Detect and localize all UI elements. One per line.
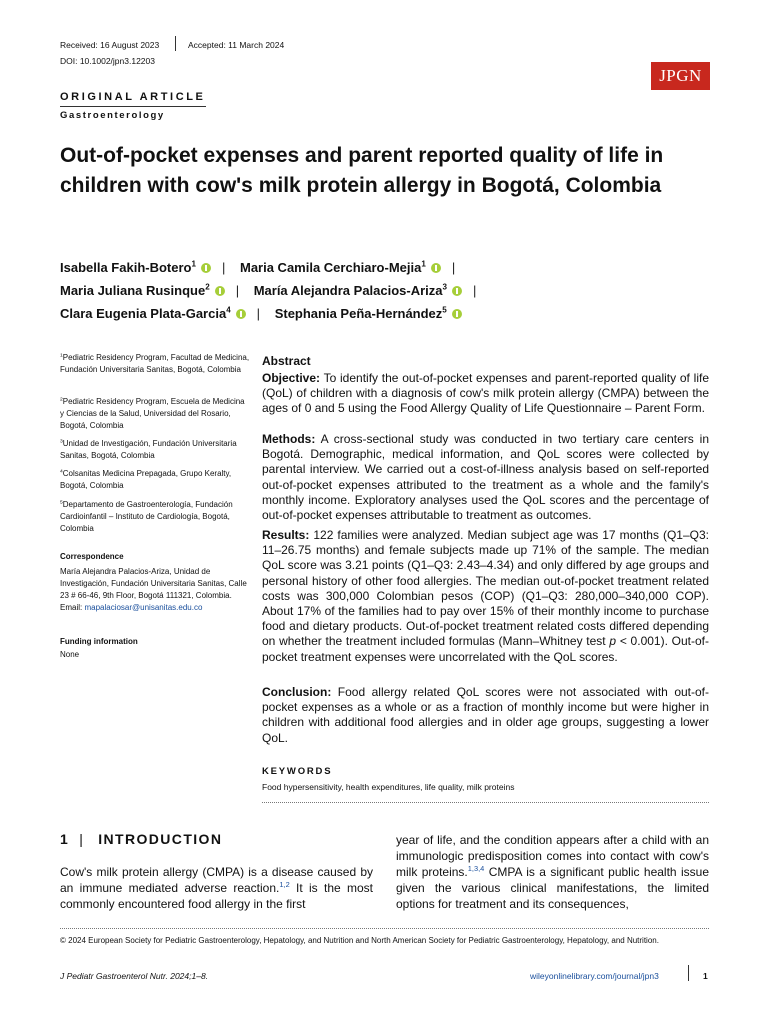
author-line-1: Isabella Fakih-Botero$^1$ | Maria Camila Cerchiaro-Mejia$^1$ | — [60, 259, 456, 275]
copyright-notice: © 2024 European Society for Pediatric Gastroenterology, Hepatology, and Nutrition and North American Society for Pediatric Gastroenterology, Hepatology, and Nutrition. — [60, 936, 659, 945]
footer-divider — [60, 928, 709, 929]
author-name[interactable]: Maria Camila Cerchiaro-Mejia$^1$ — [239, 259, 426, 275]
orcid-icon[interactable] — [452, 309, 462, 319]
abstract-methods: Methods: A cross-sectional study was conducted in two tertiary care centers in Bogotá. Demographic, medical information, and QoL scores were collected by parental interview. We carried out a cost-of-illness analysis based on self-reported out-of-pocket expenses attributed to the treatment as a whole and the family's monthly income. Exploratory analyses used the QoL scores and the percentage of out-of-pocket expenses attributable to treatment as outcomes. — [262, 432, 709, 523]
intro-paragraph-1: Cow's milk protein allergy (CMPA) is a disease caused by an immune mediated adverse reaction.$^{1,2}$ It is the most commonly encountered food allergy in the first — [60, 865, 373, 911]
abstract-objective: Objective: To identify the out-of-pocket expenses and parent-reported quality of life (QoL) of children with a diagnosis of cow's milk protein allergy (CMPA) between the ages of 0 and 5 using the Food Allergy Quality of Life Questionnaire – Parent Form. — [262, 371, 709, 416]
author-line-3: Clara Eugenia Plata-Garcia$^4$ | Stephania Peña-Hernández$^5$ — [60, 306, 462, 321]
abstract-conclusion: Conclusion: Food allergy related QoL scores were not associated with out-of-pocket expenses as a whole or as a fraction of monthly income but were higher in children with additional food allergies and in older age groups, suggesting a lower QoL. — [262, 685, 709, 745]
author-line-2: Maria Juliana Rusinque$^2$ | María Alejandra Palacios-Ariza$^3$ | — [60, 282, 477, 298]
doi[interactable]: DOI: 10.1002/jpn3.12203 — [60, 56, 155, 66]
author-name[interactable]: María Alejandra Palacios-Ariza$^3$ — [253, 282, 448, 298]
keywords-list: Food hypersensitivity, health expenditures, life quality, milk proteins — [262, 782, 515, 792]
author-name[interactable]: Clara Eugenia Plata-Garcia$^4$ — [60, 305, 231, 321]
orcid-icon[interactable] — [452, 286, 462, 296]
author-name[interactable]: Stephania Peña-Hernández$^5$ — [274, 305, 447, 321]
header-divider — [175, 36, 176, 51]
affiliation: $^4$Colsanitas Medicina Prepagada, Grupo Keralty, Bogotá, Colombia — [60, 469, 232, 490]
affiliation: $^3$Unidad de Investigación, Fundación Universitaria Sanitas, Bogotá, Colombia — [60, 439, 237, 460]
funding-text: None — [60, 650, 80, 659]
funding-heading: Funding information — [60, 637, 138, 646]
intro-paragraph-2: year of life, and the condition appears after a child with an immunologic predisposition comes into contact with cow's milk proteins.$^{1,3,4}$ CMPA is a significant public health issue given the various clinical manifestations, the limited options for treatment and its consequences, — [396, 833, 710, 911]
accepted-date: Accepted: 11 March 2024 — [188, 40, 285, 50]
page-number: 1 — [703, 971, 708, 981]
article-type-rule — [60, 106, 206, 107]
subject-category: Gastroenterology — [60, 110, 165, 121]
correspondence-text: María Alejandra Palacios-Ariza, Unidad de Investigación, Fundación Universitaria Sanitas, Calle 23 # 66-46, 9th Floor, Bogotá 111321, Colombia. Email: mapalaciosar@unisanitas.edu.co — [60, 567, 247, 612]
abstract-results: Results: 122 families were analyzed. Median subject age was 17 months (Q1–Q3: 11–26.75 months) and female subjects made up 71% of the sample. The median QoL score was 3.21 points (Q1–Q3: 2.43–4.34) and only differed by age groups and personal history of other food allergies. The median out-of-pocket treatment related costs was 300,000 Colombian pesos (COP) (Q1–Q3: 280,000–340,000 COP). About 17% of the families had to pay over 15% of their monthly income to purchase food and dietary products. Out-of-pocket treatment related costs differed depending on whether the treatment included formulas (Mann–Whitney test p < 0.001). Out-of-pocket treatment expenses were uncorrelated with the QoL scores. — [262, 528, 709, 664]
keywords-divider — [262, 802, 709, 803]
orcid-icon[interactable] — [201, 263, 211, 273]
journal-citation: J Pediatr Gastroenterol Nutr. 2024;1–8. — [60, 971, 209, 981]
journal-logo[interactable]: JPGN — [651, 62, 710, 90]
keywords-heading: KEYWORDS — [262, 766, 333, 777]
citation-ref[interactable]: 1,2 — [279, 880, 290, 889]
paper-title: Out-of-pocket expenses and parent reported quality of life in children with cow's milk protein allergy in Bogotá, Colombia — [60, 144, 664, 197]
author-name[interactable]: Isabella Fakih-Botero$^1$ — [60, 259, 196, 275]
received-date: Received: 16 August 2023 — [60, 40, 160, 50]
citation-ref[interactable]: 1,3,4 — [467, 864, 485, 873]
orcid-icon[interactable] — [236, 309, 246, 319]
orcid-icon[interactable] — [215, 286, 225, 296]
orcid-icon[interactable] — [431, 263, 441, 273]
affiliation: $^1$Pediatric Residency Program, Facultad de Medicina, Fundación Universitaria Sanitas, Bogotá, Colombia — [60, 353, 250, 374]
section-heading-introduction: 1 | INTRODUCTION — [60, 831, 223, 847]
author-name[interactable]: Maria Juliana Rusinque$^2$ — [60, 282, 210, 298]
abstract-heading: Abstract — [262, 354, 311, 368]
affiliation: $^5$Departamento de Gastroenterología, Fundación Cardioinfantil – Instituto de Cardiología, Bogotá, Colombia — [60, 500, 233, 533]
journal-url-link[interactable]: wileyonlinelibrary.com/journal/jpn3 — [530, 971, 659, 981]
correspondence-email-link[interactable]: mapalaciosar@unisanitas.edu.co — [84, 603, 203, 612]
correspondence-heading: Correspondence — [60, 552, 124, 561]
page-number-divider — [688, 965, 689, 981]
affiliation: $^2$Pediatric Residency Program, Escuela de Medicina y Ciencias de la Salud, Universidad del Rosario, Bogotá, Colombia — [60, 397, 245, 430]
article-type: ORIGINAL ARTICLE — [60, 91, 206, 103]
